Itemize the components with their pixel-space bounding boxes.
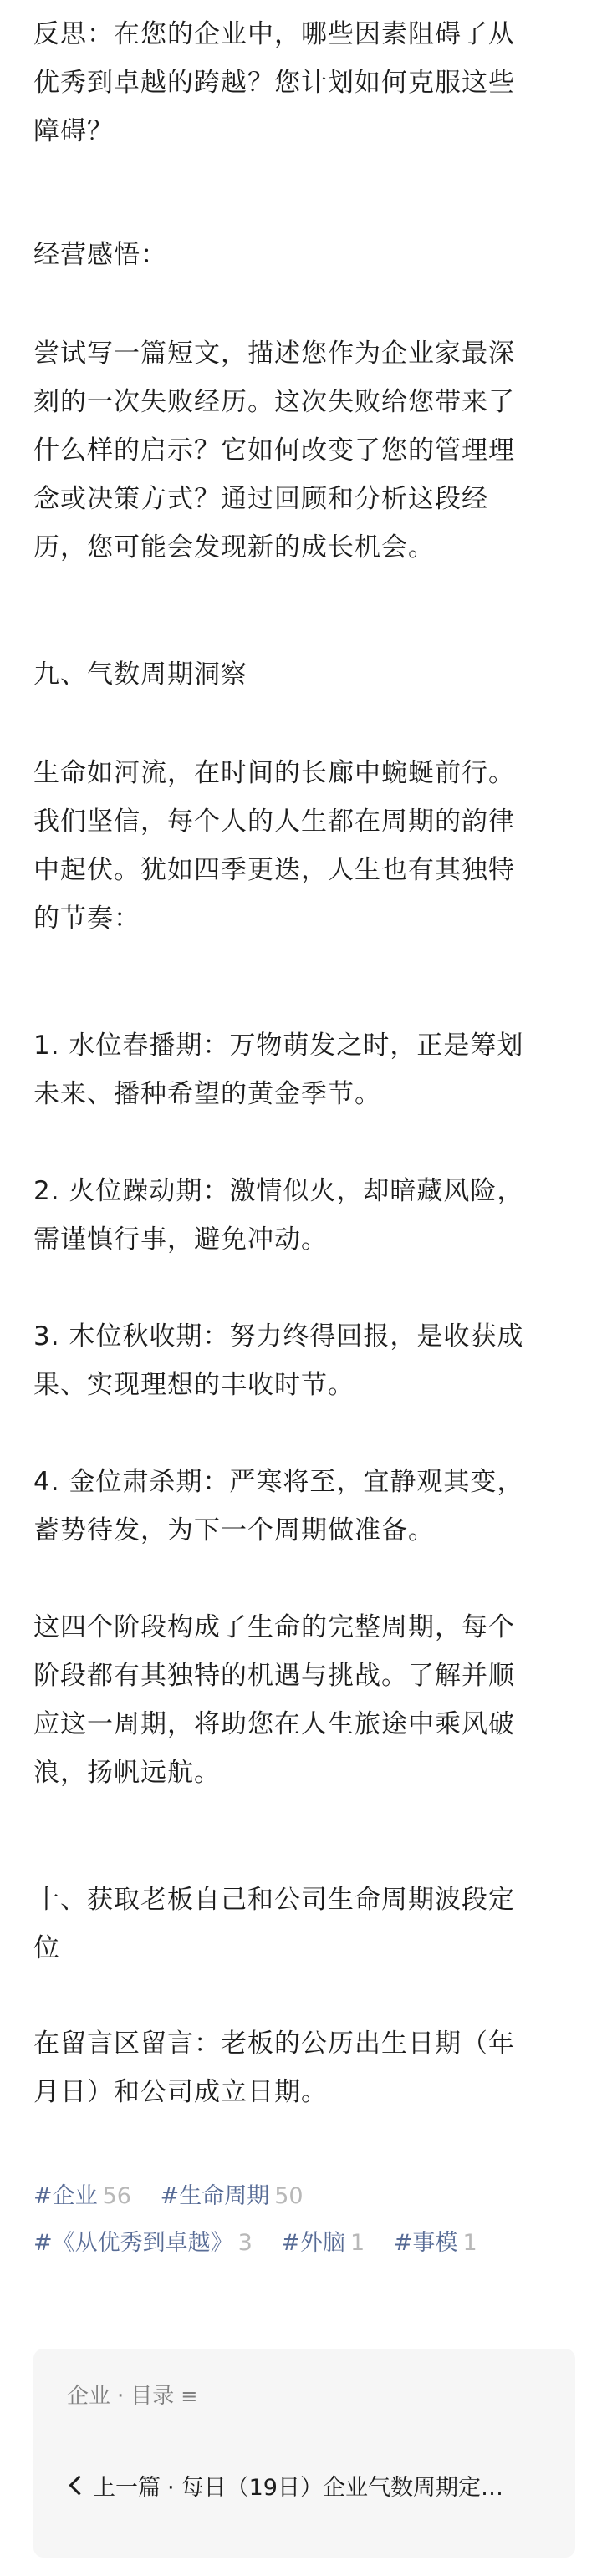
text-line: 九、气数周期洞察 bbox=[33, 659, 247, 690]
prev-label: 上一篇 bbox=[93, 2475, 161, 2501]
tag-enterprise[interactable] bbox=[33, 2173, 131, 2220]
text-line: 我们坚信，每个人的人生都在周期的韵律 bbox=[33, 807, 515, 837]
text-line: 刻的一次失败经历。这次失败给您带来了 bbox=[33, 387, 515, 417]
section-9-intro bbox=[33, 749, 575, 943]
phase-4-paragraph bbox=[33, 1458, 575, 1555]
tag-row bbox=[33, 2173, 575, 2220]
text-line: 4. 金位肃杀期：严寒将至，宜静观其变， bbox=[33, 1467, 524, 1497]
tag-count: 56 bbox=[102, 2183, 131, 2209]
section-10-heading bbox=[33, 1876, 575, 1973]
insight-paragraph bbox=[33, 329, 575, 572]
tag-good-to-great[interactable] bbox=[33, 2220, 253, 2267]
prev-title: 每日（19日）企业气数周期定… bbox=[181, 2475, 503, 2501]
collection-separator: · bbox=[117, 2384, 125, 2409]
tag-label: #《从优秀到卓越》 bbox=[33, 2230, 233, 2256]
text-line: 十、获取老板自己和公司生命周期波段定 bbox=[33, 1885, 515, 1915]
tag-count: 1 bbox=[350, 2230, 365, 2256]
toc-label: 目录 bbox=[130, 2384, 175, 2409]
tag-life-cycle[interactable] bbox=[161, 2173, 304, 2220]
text-line: 阶段都有其独特的机遇与挑战。了解并顺 bbox=[33, 1661, 515, 1691]
collection-card bbox=[33, 2349, 575, 2558]
tag-count: 50 bbox=[274, 2183, 304, 2209]
tag-list bbox=[33, 2173, 575, 2267]
text-line: 优秀到卓越的跨越？您计划如何克服这些 bbox=[33, 68, 515, 98]
section-9-heading bbox=[33, 650, 575, 699]
text-line: 生命如河流，在时间的长廊中蜿蜒前行。 bbox=[33, 758, 515, 788]
tag-row bbox=[33, 2220, 575, 2267]
chevron-left-icon bbox=[69, 2475, 89, 2495]
text-line: 障碍？ bbox=[33, 116, 114, 146]
menu-icon: ≡ bbox=[181, 2385, 198, 2408]
text-line: 的节奏： bbox=[33, 904, 140, 934]
text-line: 3. 木位秋收期：努力终得回报，是收获成 bbox=[33, 1321, 524, 1352]
text-line: 1. 水位春播期：万物萌发之时，正是筹划 bbox=[33, 1031, 524, 1061]
collection-name: 企业 bbox=[67, 2384, 111, 2409]
text-line: 这四个阶段构成了生命的完整周期，每个 bbox=[33, 1612, 515, 1642]
tag-label: #事模 bbox=[393, 2230, 458, 2256]
text-line: 历，您可能会发现新的成长机会。 bbox=[33, 532, 435, 563]
insight-heading bbox=[33, 231, 575, 279]
phase-3-paragraph bbox=[33, 1312, 575, 1409]
text-line: 在留言区留言：老板的公历出生日期（年 bbox=[33, 2029, 515, 2059]
text-line: 应这一周期，将助您在人生旅途中乘风破 bbox=[33, 1709, 515, 1739]
text-line: 月日）和公司成立日期。 bbox=[33, 2077, 328, 2107]
tag-label: #生命周期 bbox=[160, 2183, 270, 2209]
tag-count: 1 bbox=[462, 2230, 477, 2256]
text-line: 2. 火位躁动期：激情似火，却暗藏风险， bbox=[33, 1176, 524, 1206]
text-line: 念或决策方式？通过回顾和分析这段经 bbox=[33, 484, 488, 514]
tag-count: 3 bbox=[237, 2230, 253, 2256]
tag-shimo[interactable] bbox=[394, 2220, 477, 2267]
comment-prompt-paragraph bbox=[33, 2019, 575, 2116]
reflection-paragraph bbox=[33, 10, 575, 155]
text-line: 未来、播种希望的黄金季节。 bbox=[33, 1079, 381, 1109]
text-line: 果、实现理想的丰收时节。 bbox=[33, 1370, 355, 1400]
text-line: 浪，扬帆远航。 bbox=[33, 1758, 221, 1788]
collection-header[interactable] bbox=[67, 2379, 197, 2410]
text-line: 反思：在您的企业中，哪些因素阻碍了从 bbox=[33, 19, 515, 49]
prev-article-link[interactable] bbox=[67, 2469, 552, 2502]
text-line: 什么样的启示？它如何改变了您的管理理 bbox=[33, 435, 515, 466]
text-line: 中起伏。犹如四季更迭，人生也有其独特 bbox=[33, 855, 515, 885]
prev-separator: · bbox=[167, 2475, 175, 2501]
text-line: 蓄势待发，为下一个周期做准备。 bbox=[33, 1515, 435, 1545]
tag-label: #企业 bbox=[33, 2183, 98, 2209]
text-line: 需谨慎行事，避免冲动。 bbox=[33, 1224, 328, 1255]
tag-label: #外脑 bbox=[281, 2230, 346, 2256]
text-line: 位 bbox=[33, 1933, 60, 1963]
tag-external-brain[interactable] bbox=[281, 2220, 365, 2267]
phase-2-paragraph bbox=[33, 1167, 575, 1264]
cycle-summary-paragraph bbox=[33, 1603, 575, 1797]
text-line: 尝试写一篇短文，描述您作为企业家最深 bbox=[33, 339, 515, 369]
text-line: 经营感悟： bbox=[33, 240, 167, 270]
phase-1-paragraph bbox=[33, 1021, 575, 1118]
